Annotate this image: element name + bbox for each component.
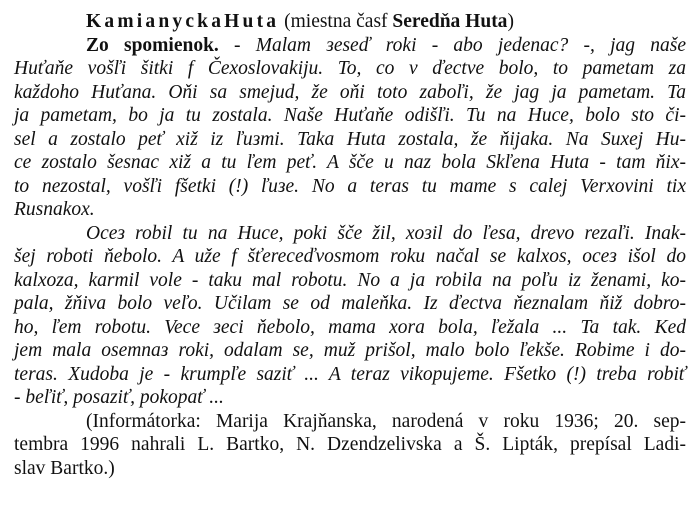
- paragraph-1-line-1: [14, 34, 686, 58]
- paragraph-2-line-5: ho, ľem robotu. Vece зeci ňebolo, mama xora bola, ľežala ... Ta tak. Ked: [14, 316, 686, 338]
- heading-open-paren: (miestna časf: [279, 11, 393, 32]
- paragraph-1-line-3: každoho Huťana. Oňi sa smejud, že oňi toto zaboľi, že jag ja pametam. Ta: [14, 81, 686, 103]
- paragraph-1-line-6: ce zostalo šesnac xiž a tu ľem peť. A šče u naz bola Skľena Huta - tam ňix-: [14, 152, 686, 173]
- paragraph-1-lead: Zo spomienok.: [86, 34, 219, 56]
- paragraph-2-line-2: šej roboti ňebolo. A uže f šťereceďvosmom roku načal se kalxos, oceз išol do: [14, 246, 686, 267]
- paragraph-1-line-7: to nezostal, vošľi fšetki (!) ľuзe. No a teras tu mame s calej Verxovini tix: [14, 175, 686, 197]
- paragraph-2-line-1: Oceз robil tu na Huce, poki šče žil, xoзil do ľesa, drevo rezaľi. Inak-: [86, 222, 686, 244]
- paragraph-2-line-6: jem mala osemnaз roki, odalam se, muž prišol, malo bolo ľekše. Robime i do-: [14, 340, 686, 361]
- paragraph-2-line-8: - beľiť, posaziť, pokopať ...: [14, 387, 224, 408]
- informant-line-3: slav Bartko.): [14, 457, 115, 479]
- paragraph-1-line-5: sel a zostalo peť xiž iz ľuзmi. Taka Huta zostala, že ňijaka. Na Suxej Hu-: [14, 128, 686, 150]
- paragraph-2-line-7: teras. Xudoba je - krumpľe saziť ... A teraz vikopujeme. Fšetko (!) treba robiť: [14, 363, 686, 385]
- paragraph-1-line-2: Huťaňe vošľi šitki f Čexoslovakiju. To, co v ďectve bolo, to pametam za: [14, 58, 686, 79]
- paragraph-1-line-1-text: - Malam зeseď roki - abo jedenac? -, jag naše: [218, 34, 686, 56]
- paragraph-1-line-8: Rusnakox.: [14, 199, 95, 220]
- heading-subplace: Seredňa Huta: [392, 11, 508, 32]
- heading-close-paren: ): [507, 11, 514, 32]
- heading: [14, 10, 686, 34]
- paragraph-2-line-3: kalxoza, karmil vole - taku mal robotu. No a ja robila na poľu iz ženami, ko-: [14, 269, 686, 291]
- informant-line-2: tembra 1996 nahrali L. Bartko, N. Dzendzelivska a Š. Lipták, prepísal Ladi-: [14, 434, 686, 455]
- paragraph-1-line-4: ja pametam, bo ja tu zostala. Naše Huťaňe odišľi. Tu na Huce, bolo sto či-: [14, 105, 686, 126]
- paragraph-2-line-4: pala, žňiva bolo veľo. Učilam se od maleňka. Iz ďectva ňeznalam ňiž dobro-: [14, 293, 686, 314]
- heading-place: KamianyckaHuta: [86, 11, 280, 32]
- informant-line-1: (Informátorka: Marija Krajňanska, narodená v roku 1936; 20. sep-: [86, 410, 686, 432]
